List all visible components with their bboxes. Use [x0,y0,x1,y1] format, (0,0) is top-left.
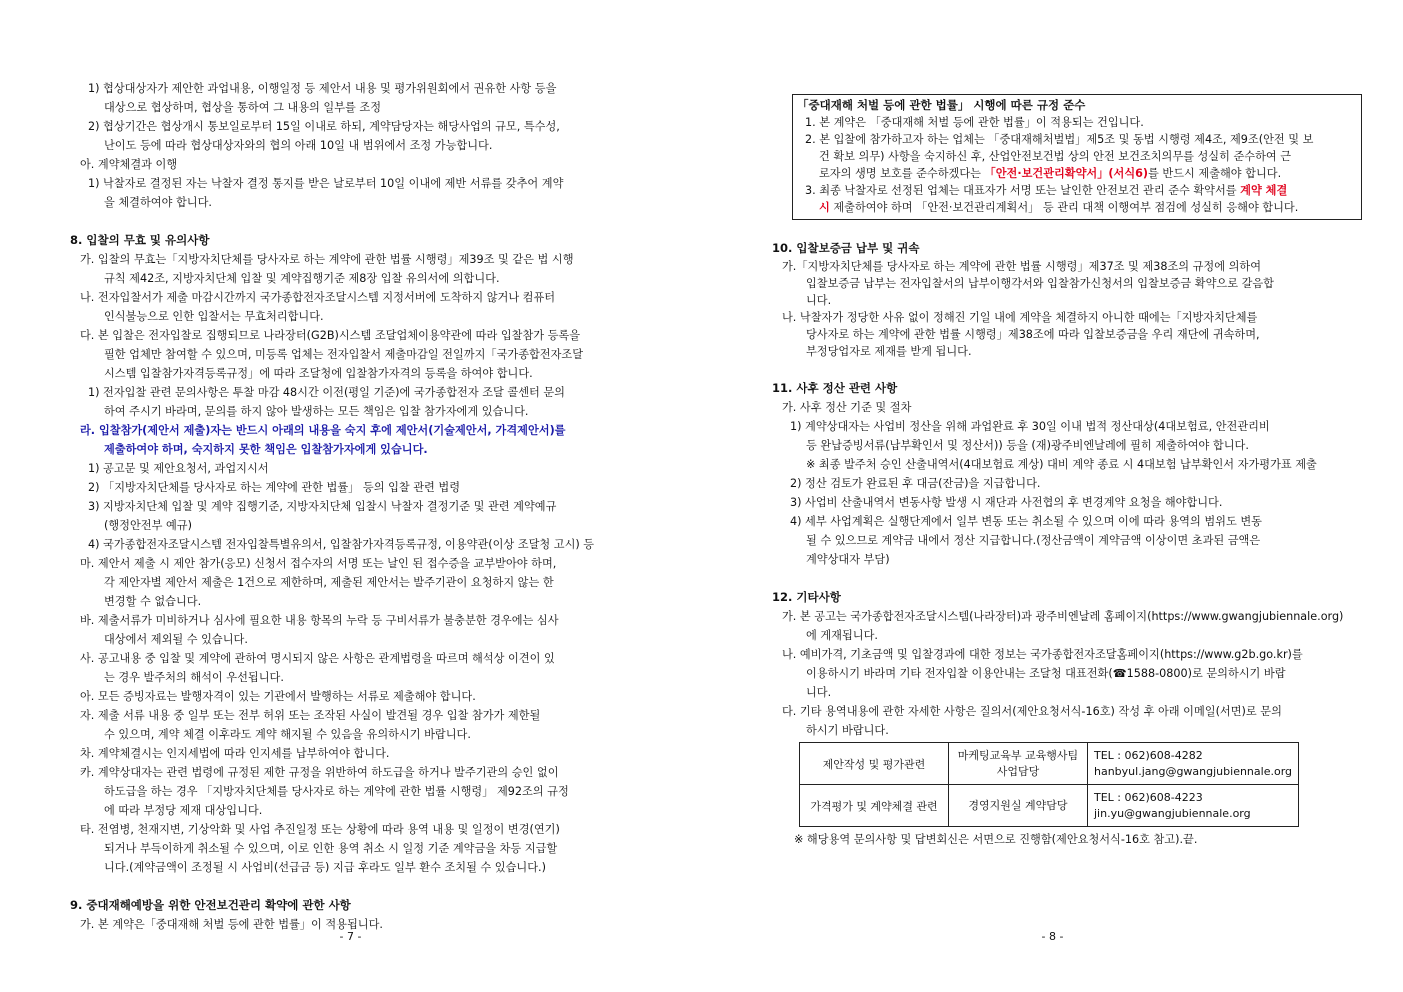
paragraph-gap [772,360,1362,379]
text-line: 1) 공고문 및 제안요청서, 과업지시서 [88,462,269,475]
text-line: 수 있으며, 계약 체결 이후라도 계약 해지될 수 있음을 유의하시기 바랍니다. [104,728,471,741]
text-line: (행정안전부 예규) [104,519,192,532]
notice-line: 2. 본 입찰에 참가하고자 하는 업체는 「중대재해처벌법」제5조 및 동법 시행령 제4조, 제9조(안전 및 보 [805,133,1314,146]
page-8-sections [772,220,1362,740]
text-line: 이용하시기 바라며 기타 전자입찰 이용안내는 조달청 대표전화(☎1588-0800)로 문의하시기 바랍 [806,667,1286,680]
contact-tel: TEL : 062)608-4223 [1094,790,1203,804]
notice-highlight: 시 [819,201,830,214]
text-line: 가. 입찰의 무효는「지방자치단체를 당사자로 하는 계약에 관한 법률 시행령」제39조 및 같은 법 시행 [80,253,574,266]
text-line: 다. 기타 용역내용에 관한 자세한 사항은 질의서(제안요청서식-16호) 작성 후 아래 이메일(서면)로 문의 [782,705,1282,718]
text-line: 마. 제안서 제출 시 제안 참가(응모) 신청서 접수자의 서명 또는 날인 된 접수증을 교부받아야 하며, [80,557,557,570]
inquiry-note: ※ 해당용역 문의사항 및 답변회신은 서면으로 진행함(제안요청서식-16호 참고).끝. [794,833,1198,846]
contact-info [1088,743,1299,785]
serious-accident-notice-box [792,94,1362,220]
text-line: 부정당업자로 제재를 받게 됩니다. [806,345,972,358]
text-line: 계약상대자 부담) [806,553,890,566]
text-line: 라. 입찰참가(제안서 제출)자는 반드시 아래의 내용을 숙지 후에 제안서(기술제안서, 가격제안서)를 [80,424,566,437]
text-line: 1) 전자입찰 관련 문의사항은 투찰 마감 48시간 이전(평일 기준)에 국가종합전자 조달 콜센터 문의 [88,386,565,399]
text-line: 니다.(계약금액이 조정될 시 사업비(선급금 등) 지급 후라도 일부 환수 조치될 수 있습니다.) [104,861,546,874]
text-line: 아. 계약체결과 이행 [80,158,178,171]
page-7-body [70,79,633,934]
text-line: 을 체결하여야 합니다. [104,196,212,209]
text-line: 필한 업체만 참여할 수 있으며, 미등록 업체는 전자입찰서 제출마감일 전일까지「국가종합전자조달 [104,348,584,361]
text-line: 하시기 바랍니다. [806,724,889,737]
text-line: 2) 「지방자치단체를 당사자로 하는 계약에 관한 법률」 등의 입찰 관련 법령 [88,481,461,494]
text-line: 4) 국가종합전자조달시스템 전자입찰특별유의서, 입찰참가자격등록규정, 이용약관(이상 조달청 고시) 등 [88,538,595,551]
text-line: 는 경우 발주처의 해석이 우선됩니다. [104,671,284,684]
notice-text: 로자의 생명 보호를 준수하겠다는 [819,167,985,180]
text-line: 나. 예비가격, 기초금액 및 입찰경과에 대한 정보는 국가종합전자조달홈페이지(https://www.g2b.go.kr)를 [782,648,1303,661]
text-line: 사. 공고내용 중 입찰 및 계약에 관하여 명시되지 않은 사항은 관계법령을 따르며 해석상 이견이 있 [80,652,555,665]
paragraph-gap [70,877,633,896]
notice-highlight: 「안전·보건관리확약서」(서식6) [984,167,1149,180]
text-line: 변경할 수 없습니다. [104,595,202,608]
text-line: 2) 정산 검토가 완료된 후 대금(잔금)을 지급합니다. [790,477,1041,490]
page-8 [702,0,1403,992]
contact-email[interactable]: hanbyul.jang@gwangjubiennale.org [1094,764,1293,778]
text-line: 대상으로 협상하며, 협상을 통하여 그 내용의 일부를 조정 [104,101,382,114]
text-line: 4) 세부 사업계획은 실행단계에서 일부 변동 또는 취소될 수 있으며 이에 따라 용역의 범위도 변동 [790,515,1262,528]
text-line: 각 제안자별 제안서 제출은 1건으로 제한하며, 제출된 제안서는 발주기관이 요청하지 않는 한 [104,576,554,589]
notice-title: 「중대재해 처벌 등에 관한 법률」 시행에 따른 규정 준수 [797,98,1086,112]
text-line: 난이도 등에 따라 협상대상자와의 협의 아래 10일 내 범위에서 조정 가능합니다. [104,139,493,152]
text-line: 제출하여야 하며, 숙지하지 못한 책임은 입찰참가자에게 있습니다. [104,443,428,456]
text-line: 하도급을 하는 경우 「지방자치단체를 당사자로 하는 계약에 관한 법률 시행령」 제92조의 규정 [104,785,569,798]
text-line: 대상에서 제외될 수 있습니다. [104,633,248,646]
text-line: 될 수 있으므로 계약금 내에서 정산 지급합니다.(정산금액이 계약금액 이상이면 초과된 금액은 [806,534,1261,547]
notice-highlight: 계약 체결 [1240,184,1288,197]
text-line: 에 게재됩니다. [806,629,878,642]
section-heading: 11. 사후 정산 관련 사항 [772,381,898,395]
paragraph-gap [70,212,633,231]
contact-email[interactable]: jin.yu@gwangjubiennale.org [1094,806,1251,820]
text-line: 가. 본 공고는 국가종합전자조달시스템(나라장터)과 광주비엔날레 홈페이지(https://www.gwangjubiennale.org) [782,610,1344,623]
text-line: 규칙 제42조, 지방자치단체 입찰 및 계약집행기준 제8장 입찰 유의서에 의합니다. [104,272,500,285]
text-line: 1) 협상대상자가 제안한 과업내용, 이행일정 등 제안서 내용 및 평가위원회에서 권유한 사항 등을 [88,82,557,95]
text-line: 니다. [806,294,832,307]
text-line: 나. 전자입찰서가 제출 마감시간까지 국가종합전자조달시스템 지정서버에 도착하지 않거나 컴퓨터 [80,291,556,304]
text-line: 1) 낙찰자로 결정된 자는 낙찰자 결정 통지를 받은 날로부터 10일 이내에 제반 서류를 갖추어 계약 [88,177,564,190]
text-line: 당사자로 하는 계약에 관한 법률 시행령」제38조에 따라 입찰보증금을 우리 재단에 귀속하며, [806,328,1260,341]
notice-line: 건 확보 의무) 사항을 숙지하신 후, 산업안전보건법 상의 안전 보건조치의무를 성실히 준수하여 근 [819,150,1292,163]
text-line: 바. 제출서류가 미비하거나 심사에 필요한 내용 항목의 누락 등 구비서류가 불충분한 경우에는 심사 [80,614,559,627]
text-line: 가. 사후 정산 기준 및 절차 [782,401,912,414]
notice-text: 3. 최종 낙찰자로 선정된 업체는 대표자가 서명 또는 날인한 안전보건 관리 준수 확약서를 [805,184,1241,197]
section-heading: 9. 중대재해예방을 위한 안전보건관리 확약에 관한 사항 [70,898,351,912]
text-line: 차. 계약체결시는 인지세법에 따라 인지세를 납부하여야 합니다. [80,747,390,760]
notice-line: 1. 본 계약은 「중대재해 처벌 등에 관한 법률」이 적용되는 건입니다. [805,116,1144,129]
text-line: 1) 계약상대자는 사업비 정산을 위해 과업완료 후 30일 이내 법적 정산대상(4대보험료, 안전관리비 [790,420,1270,433]
notice-text: 제출하여야 하며 「안전·보건관리계획서」 등 관리 대책 이행여부 점검에 성실히 응해야 합니다. [829,201,1299,214]
text-line: 아. 모든 증빙자료는 발행자격이 있는 기관에서 발행하는 서류로 제출해야 합니다. [80,690,476,703]
section-heading: 8. 입찰의 무효 및 유의사항 [70,233,210,247]
page-number: - 7 - [339,930,362,943]
text-line: 인식불능으로 인한 입찰서는 무효처리합니다. [104,310,324,323]
text-line: 다. 본 입찰은 전자입찰로 집행되므로 나라장터(G2B)시스템 조달업체이용약관에 따라 입찰참가 등록을 [80,329,581,342]
contact-table [799,742,1299,827]
text-line: ※ 최종 발주처 승인 산출내역서(4대보험료 계상) 대비 계약 종료 시 4대보험 납부확인서 자가평가표 제출 [806,458,1317,471]
text-line: 에 따라 부정당 제재 대상입니다. [104,804,263,817]
text-line: 등 완납증빙서류(납부확인서 및 정산서)) 등을 (재)광주비엔날레에 필히 제출하여야 합니다. [806,439,1249,452]
section-heading: 10. 입찰보증금 납부 및 귀속 [772,241,920,255]
contact-dept: 경영지원실 계약담당 [949,785,1088,827]
text-line: 가.「지방자치단체를 당사자로 하는 계약에 관한 법률 시행령」제37조 및 제38조의 규정에 의하여 [782,260,1262,273]
text-line: 나. 낙찰자가 정당한 사유 없이 정해진 기일 내에 계약을 체결하지 아니한 때에는「지방자치단체를 [782,311,1258,324]
notice-text: 를 반드시 제출해야 합니다. [1148,167,1282,180]
text-line: 타. 전염병, 천재지변, 기상악화 및 사업 추진일정 또는 상황에 따라 용역 내용 및 일정이 변경(연기) [80,823,560,836]
text-line: 2) 협상기간은 협상개시 통보일로부터 15일 이내로 하되, 계약담당자는 해당사업의 규모, 특수성, [88,120,560,133]
page-8-body [772,94,1362,849]
contact-info [1088,785,1299,827]
text-line: 니다. [806,686,832,699]
text-line: 입찰보증금 납부는 전자입찰서의 납부이행각서와 입찰참가신청서의 입찰보증금 확약으로 갈음합 [806,277,1274,290]
text-line: 가. 본 계약은「중대재해 처벌 등에 관한 법률」이 적용됩니다. [80,918,383,931]
page-7 [0,0,701,992]
notice-line [797,182,1357,199]
text-line: 되거나 부득이하게 취소될 수 있으며, 이로 인한 용역 취소 시 일정 기준 계약금을 차등 지급할 [104,842,558,855]
text-line: 자. 제출 서류 내용 중 일부 또는 전부 허위 또는 조작된 사실이 발견될 경우 입찰 참가가 제한될 [80,709,541,722]
contact-row [800,785,1299,827]
text-line: 카. 계약상대자는 관련 법령에 규정된 제한 규정을 위반하여 하도급을 하거나 발주기관의 승인 없이 [80,766,559,779]
contact-tel: TEL : 062)608-4282 [1094,748,1203,762]
contact-role: 가격평가 및 계약체결 관련 [800,785,949,827]
paragraph-gap [772,569,1362,588]
text-line: 시스템 입찰참가자격등록규정」에 따라 조달청에 입찰참가자격의 등록을 하여야 합니다. [104,367,533,380]
text-line: 3) 지방자치단체 입찰 및 계약 집행기준, 지방자치단체 입찰시 낙찰자 결정기준 및 관련 계약예규 [88,500,557,513]
page-number: - 8 - [1041,930,1064,943]
notice-line [797,199,1357,216]
contact-dept: 마케팅교육부 교육행사팀 사업담당 [949,743,1088,785]
contact-row [800,743,1299,785]
text-line: 3) 사업비 산출내역서 변동사항 발생 시 재단과 사전협의 후 변경계약 요청을 해야합니다. [790,496,1223,509]
text-line: 하여 주시기 바라며, 문의를 하지 않아 발생하는 모든 책임은 입찰 참가자에게 있습니다. [104,405,529,418]
notice-line [797,165,1357,182]
paragraph-gap [772,220,1362,239]
section-heading: 12. 기타사항 [772,590,841,604]
contact-role: 제안작성 및 평가관련 [800,743,949,785]
